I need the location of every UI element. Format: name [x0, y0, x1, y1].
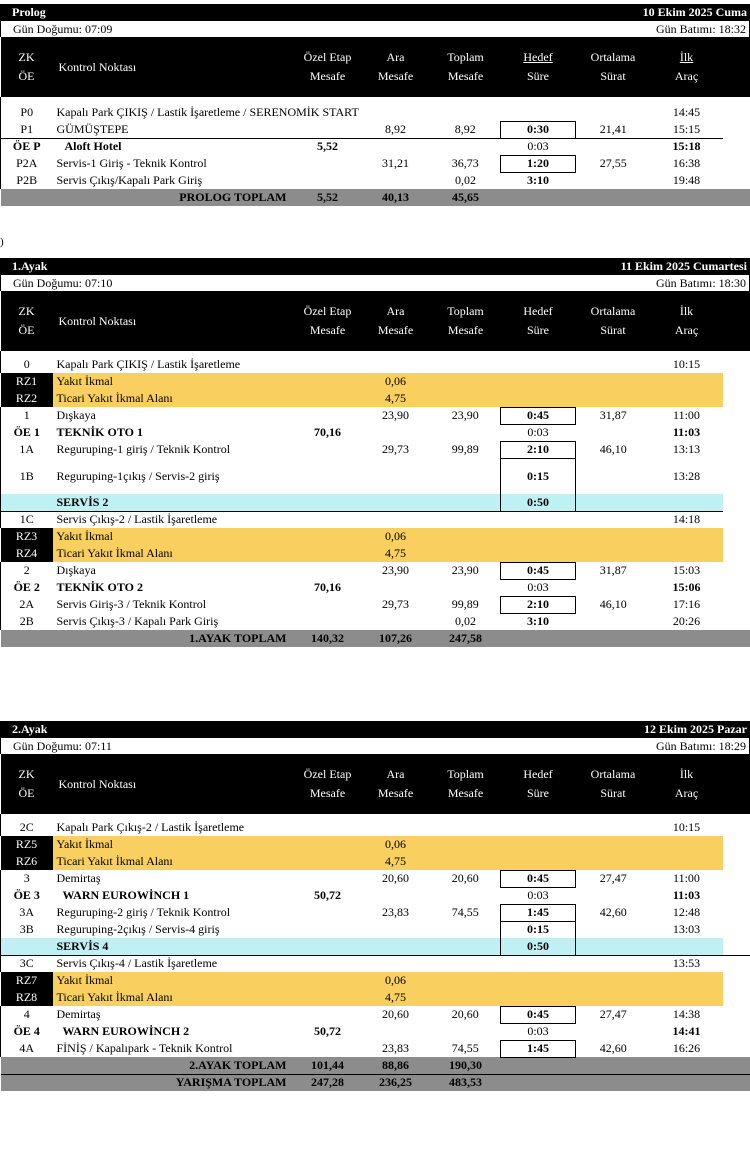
first-header: İlk Araç	[651, 37, 723, 97]
sunrise: Gün Doğumu: 07:10	[13, 276, 113, 290]
header-row: ZK ÖE Kontrol Noktası Özel Etap Mesafe Ara Mesafe Toplam Mesafe Hedef Süre Ortalama Sürat İlk Araç	[1, 754, 750, 814]
table-row: 3A Reguruping-2 giriş / Teknik Kontrol 23,83 74,55 1:45 42,60 12:48	[1, 904, 750, 921]
service-row: SERVİS 2 0:50	[1, 494, 750, 511]
table-row: 3C Servis Çıkış-4 / Lastik İşaretleme 13:53 Kısım 4	[1, 955, 750, 972]
section-title-bar	[0, 4, 750, 21]
table-row: P2B Servis Çıkış/Kapalı Park Giriş 0,02 3:10 19:48	[1, 172, 750, 189]
side-label-kisim2: Kısım 2	[723, 562, 750, 630]
refuel-row: RZ5 Yakıt İkmal 0,06	[1, 836, 750, 853]
sunrise: Gün Doğumu: 07:11	[13, 739, 112, 753]
control-header: Kontrol Noktası	[53, 37, 295, 97]
section-title: 2.Ayak	[12, 722, 48, 736]
table-row: 3B Reguruping-2çıkış / Servis-4 giriş 0:15 13:03	[1, 921, 750, 938]
service-row: SERVİS 4 0:50	[1, 938, 750, 955]
section-date: 11 Ekim 2025 Cumartesi	[620, 259, 747, 273]
table-row: 1B Reguruping-1çıkış / Servis-2 giriş 0:15 13:28	[1, 458, 750, 494]
leg2-section	[0, 721, 750, 1091]
side-label-kisim4: Kısım 4	[723, 955, 750, 1057]
prolog-side-label: Prolog	[723, 104, 750, 189]
refuel-row: RZ1 Yakıt İkmal 0,06	[1, 373, 750, 390]
table-row: 0 Kapalı Park ÇIKIŞ / Lastik İşaretleme 10:15 Kısım 1	[1, 356, 750, 373]
table-row: P0 Kapalı Park ÇIKIŞ / Lastik İşaretleme / SERENOMİK START 14:45 Prolog	[1, 104, 750, 121]
inter-header: Ara Mesafe	[361, 37, 431, 97]
sunrise: Gün Doğumu: 07:09	[13, 22, 113, 36]
total-row: PROLOG TOPLAM 5,52 40,13 45,65	[1, 189, 750, 206]
section-date: 12 Ekim 2025 Pazar	[644, 722, 747, 736]
sun-times-bar	[0, 21, 750, 37]
total-row: 1.AYAK TOPLAM 140,32 107,26 247,58	[1, 630, 750, 647]
prolog-table	[0, 37, 750, 206]
header-row: ZK ÖE Kontrol Noktası Özel Etap Mesafe Ara Mesafe Toplam Mesafe Hedef Süre Ortalama Sürat İlk Araç	[1, 291, 750, 351]
section-title-bar	[0, 258, 750, 275]
table-row: ÖE 3 WARN EUROWİNCH 1 50,72 0:03 11:03	[1, 887, 750, 904]
prolog-section	[0, 4, 750, 206]
section-date: 10 Ekim 2025 Cuma	[642, 5, 747, 19]
header-row	[1, 37, 750, 97]
sunset: Gün Batımı: 18:32	[656, 22, 746, 36]
table-row: 3 Demirtaş 20,60 20,60 0:45 27,47 11:00	[1, 870, 750, 887]
stray-character: )	[0, 236, 4, 248]
refuel-row: RZ8 Ticari Yakıt İkmal Alanı 4,75	[1, 989, 750, 1006]
section-title-bar	[0, 721, 750, 738]
side-header	[723, 37, 750, 97]
table-row: ÖE 2 TEKNİK OTO 2 70,16 0:03 15:06	[1, 579, 750, 596]
sunset: Gün Batımı: 18:29	[656, 739, 746, 753]
grand-total-row: YARIŞMA TOPLAM 247,28 236,25 483,53	[1, 1074, 750, 1091]
table-row: ÖE P Aloft Hotel 5,52 0:03 15:18	[1, 138, 750, 155]
table-row: 4 Demirtaş 20,60 20,60 0:45 27,47 14:38	[1, 1006, 750, 1023]
refuel-row: RZ7 Yakıt İkmal 0,06	[1, 972, 750, 989]
table-row: 4A FİNİŞ / Kapalıpark - Teknik Kontrol 23,83 74,55 1:45 42,60 16:26	[1, 1040, 750, 1057]
avg-header: Ortalama Sürat	[576, 37, 651, 97]
table-row: P2A Servis-1 Giriş - Teknik Kontrol 31,21 36,73 1:20 27,55 16:38	[1, 155, 750, 172]
refuel-row: RZ6 Ticari Yakıt İkmal Alanı 4,75	[1, 853, 750, 870]
side-label-kisim1: Kısım 1	[723, 356, 750, 562]
sun-times-bar	[0, 275, 750, 291]
table-row: 1 Dışkaya 23,90 23,90 0:45 31,87 11:00	[1, 407, 750, 424]
table-row: ÖE 4 WARN EUROWİNCH 2 50,72 0:03 14:41	[1, 1023, 750, 1040]
section-title: 1.Ayak	[12, 259, 48, 273]
leg1-section	[0, 258, 750, 647]
table-row: ÖE 1 TEKNİK OTO 1 70,16 0:03 11:03	[1, 424, 750, 441]
refuel-row: RZ3 Yakıt İkmal 0,06	[1, 528, 750, 545]
sun-times-bar	[0, 738, 750, 754]
table-row: 2 Dışkaya 23,90 23,90 0:45 31,87 15:03 Kısım 2	[1, 562, 750, 579]
table-row: 2B Servis Çıkış-3 / Kapalı Park Giriş 0,02 3:10 20:26	[1, 613, 750, 630]
target-header: Hedef Süre	[501, 37, 576, 97]
table-row: 2A Servis Giriş-3 / Teknik Kontrol 29,73 99,89 2:10 46,10 17:16	[1, 596, 750, 613]
table-row: 2C Kapalı Park Çıkış-2 / Lastik İşaretleme 10:15 Kısım 3	[1, 819, 750, 836]
section-title: Prolog	[12, 5, 46, 19]
table-row: P1 GÜMÜŞTEPE 8,92 8,92 0:30 21,41 15:15	[1, 121, 750, 138]
table-row: 1A Reguruping-1 giriş / Teknik Kontrol 29,73 99,89 2:10 46,10 13:13	[1, 441, 750, 458]
total-header: Toplam Mesafe	[431, 37, 501, 97]
total-row: 2.AYAK TOPLAM 101,44 88,86 190,30	[1, 1057, 750, 1074]
refuel-row: RZ4 Ticari Yakıt İkmal Alanı 4,75	[1, 545, 750, 562]
table-row: 1C Servis Çıkış-2 / Lastik İşaretleme 14:18	[1, 511, 750, 528]
special-header: Özel Etap Mesafe	[295, 37, 361, 97]
leg1-table	[0, 291, 750, 647]
sunset: Gün Batımı: 18:30	[656, 276, 746, 290]
refuel-row: RZ2 Ticari Yakıt İkmal Alanı 4,75	[1, 390, 750, 407]
leg2-table	[0, 754, 750, 1091]
side-label-kisim3: Kısım 3	[723, 819, 750, 938]
zk-header: ZK ÖE	[1, 37, 53, 97]
